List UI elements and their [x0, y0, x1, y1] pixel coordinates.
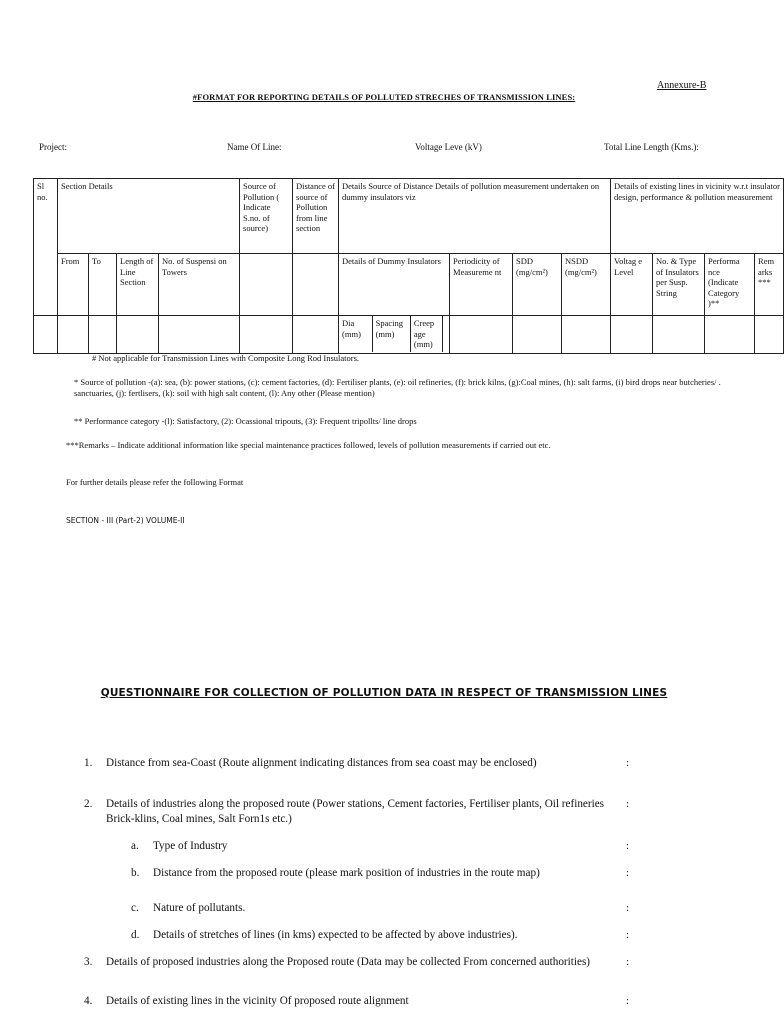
format-title: #FORMAT FOR REPORTING DETAILS OF POLLUTED STRECHES OF TRANSMISSION LINES:	[192, 92, 576, 102]
pollution-format-table	[33, 178, 784, 354]
qb-text: Distance from the proposed route (please mark position of industries in the route map)	[153, 867, 540, 879]
cell-empty	[240, 316, 293, 354]
dummy-insulator-subtable	[339, 316, 449, 352]
insulator-type-header: No. & Type of Insulators per Susp. String	[653, 254, 705, 316]
remarks-header: Rem arks ***	[755, 254, 784, 316]
qb-colon: :	[626, 867, 630, 879]
performance-header: Performa nce (Indicate Category )**	[705, 254, 755, 316]
project-field-label: Project:	[39, 142, 67, 152]
length-header: Length of Line Section	[117, 254, 159, 316]
qa-text: Type of Industry	[153, 840, 228, 852]
dummy-insulator-subcells	[339, 316, 450, 354]
q1-number: 1.	[84, 757, 93, 769]
details-existing-lines-header: Details of existing lines in vicinity w.r.t insulator design, performance & pollution measurement	[611, 179, 784, 254]
qc-letter: c.	[131, 902, 139, 914]
qb-letter: b.	[131, 867, 140, 879]
details-source-header: Details Source of Distance Details of pollution measurement undertaken on dummy insulators viz	[339, 179, 611, 254]
table-data-row	[34, 316, 784, 354]
spacing-header: Spacing (mm)	[372, 316, 410, 352]
cell-empty	[562, 316, 611, 354]
q2-number: 2.	[84, 798, 93, 810]
cell-empty	[58, 316, 89, 354]
qd-letter: d.	[131, 929, 140, 941]
dia-header: Dia (mm)	[339, 316, 372, 352]
subcell-empty	[443, 316, 450, 352]
qa-colon: :	[626, 840, 630, 852]
qd-text: Details of stretches of lines (in kms) expected to be affected by above industries).	[153, 929, 518, 941]
q2-text: Details of industries along the proposed route (Power stations, Cement factories, Fertiliser plants, Oil refineries Brick-klins, Coal mines, Salt Forn1s etc.)	[106, 798, 605, 825]
q4-text: Details of existing lines in the vicinity Of proposed route alignment	[106, 995, 409, 1007]
table-header-row-2	[34, 254, 784, 316]
q3-text: Details of proposed industries along the Proposed route (Data may be collected From concerned authorities)	[106, 956, 591, 968]
periodicity-header: Periodicity of Measureme nt	[450, 254, 513, 316]
dummy-insulators-header: Details of Dummy Insulators	[339, 254, 450, 316]
questionnaire-title: QUESTIONNAIRE FOR COLLECTION OF POLLUTION DATA IN RESPECT OF TRANSMISSION LINES	[100, 687, 668, 699]
note-remarks: ***Remarks – Indicate additional information like special maintenance practices followed, levels of pollution measurements if carried out etc.	[66, 440, 551, 450]
section-details-header: Section Details	[58, 179, 240, 254]
distance-of-source-header: Distance of source of Pollution from line section	[293, 179, 339, 254]
nsdd-header: NSDD (mg/cm²)	[562, 254, 611, 316]
q1-text: Distance from sea-Coast (Route alignment indicating distances from sea coast may be enclosed)	[106, 757, 537, 769]
q4-number: 4.	[84, 995, 93, 1007]
cell-empty	[117, 316, 159, 354]
cell-empty	[513, 316, 562, 354]
cell-empty	[34, 316, 58, 354]
cell-empty	[159, 316, 240, 354]
section-reference: SECTION - III (Part-2) VOLUME-II	[66, 516, 185, 525]
annexure-label: Annexure-B	[657, 80, 707, 91]
line-name-field-label: Name Of Line:	[227, 142, 282, 152]
to-header: To	[89, 254, 117, 316]
cell-empty	[450, 316, 513, 354]
note-pollution-sources: * Source of pollution -(a): sea, (b): power stations, (c): cement factories, (d): Fertiliser plants, (e): oil refineries, (f): brick kilns, (g):Coal mines, (h): salt farms, (i) bird drops near butcheries/ . sanctuaries, (j): fertlisers, (k): soil with high salt content, (l): Any other (Please mention)	[74, 377, 721, 398]
q3-number: 3.	[84, 956, 93, 968]
cell-empty	[293, 316, 339, 354]
cell-empty	[705, 316, 755, 354]
note-further-details: For further details please refer the following Format	[66, 477, 244, 487]
note-composite-insulators: # Not applicable for Transmission Lines with Composite Long Rod Insulators.	[92, 353, 360, 363]
voltage-level-header: Voltag e Level	[611, 254, 653, 316]
cell-empty	[653, 316, 705, 354]
qd-colon: :	[626, 929, 630, 941]
voltage-field-label: Voltage Leve (kV)	[415, 142, 482, 152]
qc-text: Nature of pollutants.	[153, 902, 246, 914]
total-length-field-label: Total Line Length (Kms.):	[604, 142, 699, 152]
source-of-pollution-header: Source of Pollution ( Indicate S.no. of source)	[240, 179, 293, 254]
q2-colon: :	[626, 798, 630, 810]
qc-colon: :	[626, 902, 630, 914]
table-header-row-1	[34, 179, 784, 254]
qa-letter: a.	[131, 840, 139, 852]
q3-colon: :	[626, 956, 630, 968]
cell-empty	[611, 316, 653, 354]
suspension-towers-header: No. of Suspensi on Towers	[159, 254, 240, 316]
sl-no-header: Sl no.	[34, 179, 58, 316]
from-header: From	[58, 254, 89, 316]
creepage-header: Creep age (mm)	[410, 316, 442, 352]
q1-colon: :	[626, 757, 630, 769]
distance-cell-empty	[293, 254, 339, 316]
note-performance-category: ** Performance category -(l): Satisfactory, (2): Ocassional tripouts, (3): Frequent tripollts/ line drops	[74, 416, 417, 426]
cell-empty	[89, 316, 117, 354]
cell-empty	[755, 316, 784, 354]
sdd-header: SDD (mg/cm²)	[513, 254, 562, 316]
source-cell-empty	[240, 254, 293, 316]
q4-colon: :	[626, 995, 630, 1007]
